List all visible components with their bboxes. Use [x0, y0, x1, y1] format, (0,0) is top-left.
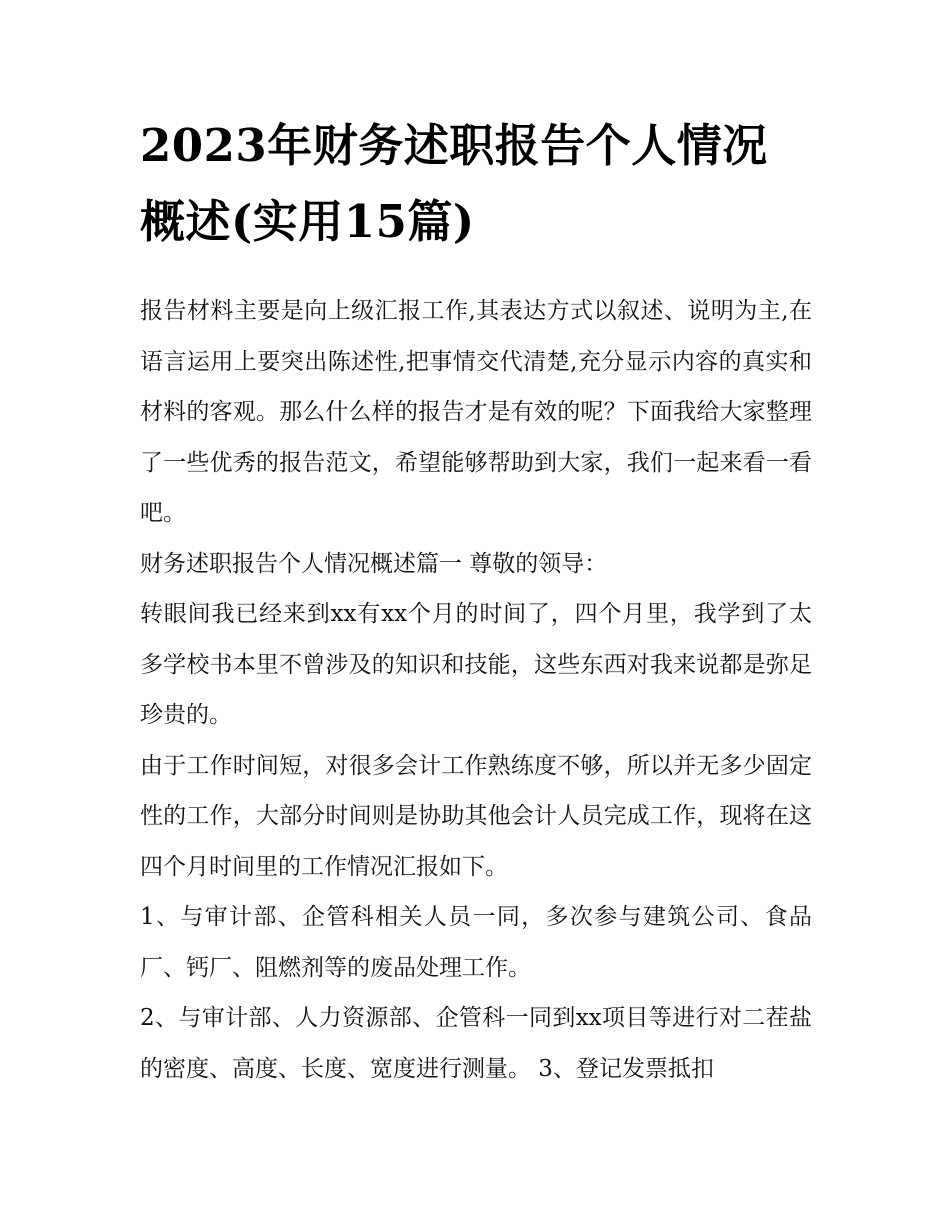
section-heading: 财务述职报告个人情况概述篇一 尊敬的领导：: [140, 550, 608, 577]
body-paragraph: 由于工作时间短，对很多会计工作熟练度不够，所以并无多少固定性的工作，大部分时间则是协助其他会计人员完成工作，现将在这四个月时间里的工作情况汇报如下。: [140, 752, 812, 880]
document-content: [140, 108, 812, 1094]
document-title: [140, 108, 812, 260]
title-line-2: 概述(实用15篇): [140, 195, 475, 248]
list-item-2: 2、与审计部、人力资源部、企管科一同到xx项目等进行对二茬盐的密度、高度、长度、宽度进行测量。 3、登记发票抵扣: [140, 1005, 812, 1082]
intro-paragraph: 报告材料主要是向上级汇报工作,其表达方式以叙述、说明为主,在语言运用上要突出陈述性,把事情交代清楚,充分显示内容的真实和材料的客观。那么什么样的报告才是有效的呢？下面我给大家整理了一些优秀的报告范文，希望能够帮助到大家，我们一起来看一看吧。: [140, 298, 812, 526]
list-item-1: 1、与审计部、企管科相关人员一同，多次参与建筑公司、食品厂、钙厂、阻燃剂等的废品处理工作。: [140, 904, 812, 981]
document-body: [140, 286, 812, 1094]
title-line-1: 2023年财务述职报告个人情况: [140, 119, 768, 172]
body-paragraph: 转眼间我已经来到xx有xx个月的时间了，四个月里，我学到了太多学校书本里不曾涉及的知识和技能，这些东西对我来说都是弥足珍贵的。: [140, 601, 812, 728]
